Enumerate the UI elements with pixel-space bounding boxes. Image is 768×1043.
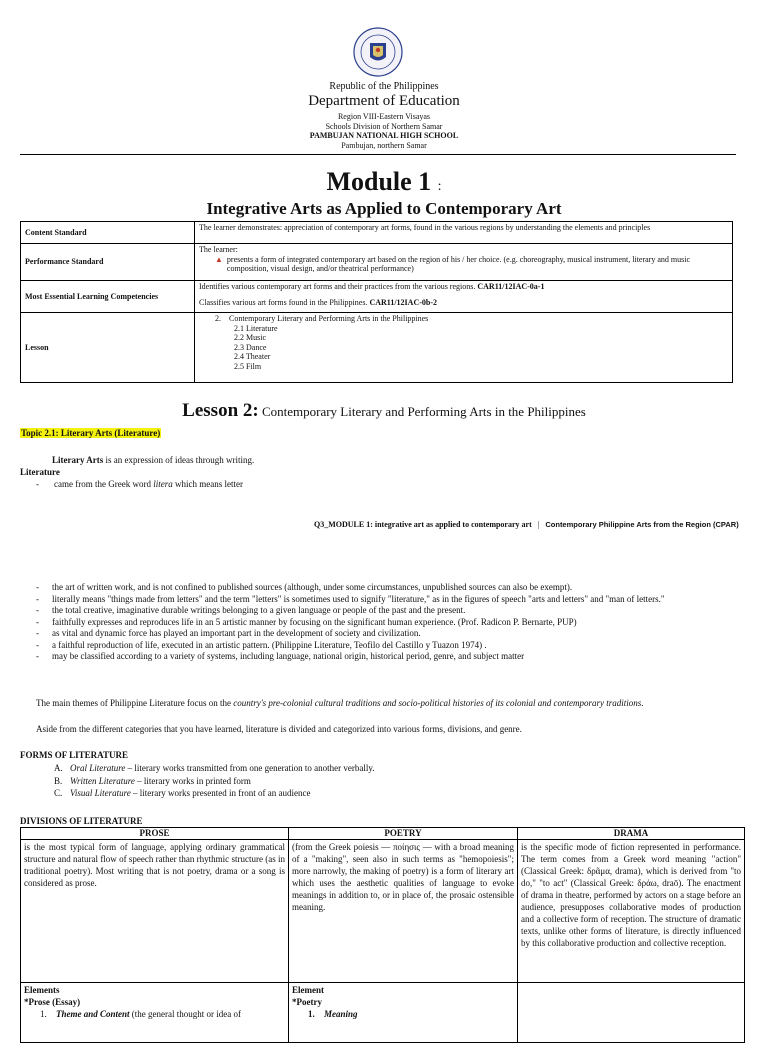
forms-heading: FORMS OF LITERATURE <box>20 750 129 760</box>
melc-row <box>21 281 733 313</box>
prose-header: PROSE <box>21 828 289 840</box>
prose-definition: is the most typical form of language, applying ordinary grammatical structure and natural flow of speech rather than rhythmic structure (as in traditional poetry). Most writing that is not poetry, drama or a song is considered as prose. <box>21 840 289 983</box>
list-item: - the art of written work, and is not confined to published sources (although, under some circumstances, unpublished sources can also be exempt). <box>20 582 736 594</box>
list-item: C. Visual Literature – literary works presented in front of an audience <box>54 788 311 798</box>
divisions-definition-row <box>21 840 745 983</box>
list-item: - as vital and dynamic force has played an important part in the development of society and civilization. <box>20 628 736 640</box>
lesson-title: Contemporary Literary and Performing Arts in the Philippines <box>261 404 586 419</box>
drama-header: DRAMA <box>518 828 745 840</box>
lesson-sublist <box>215 324 728 372</box>
lesson-main: 2. Contemporary Literary and Performing Arts in the Philippines <box>215 314 429 323</box>
list-item: B. Written Literature – literary works in printed form <box>54 775 251 786</box>
performance-text: presents a form of integrated contemporary art based on the region of his / her choice. (e.g. choreography, musical instrument, literary and music composition, visual design, and/or theatrical performance) <box>226 254 691 273</box>
school-location: Pambujan, northern Samar <box>341 140 427 150</box>
performance-intro: The learner: <box>199 245 238 254</box>
prose-elements: Elements *Prose (Essay) 1. Theme and Content (the general thought or idea of <box>21 983 289 1043</box>
list-item: - literally means "things made from letters" and the term "letters" is sometimes used to signify "literature," as in the figures of speech "arts and letters" and "man of letters." <box>20 594 736 606</box>
lesson-item: 2.2 Music <box>234 333 266 342</box>
literature-heading: Literature <box>20 467 60 477</box>
lesson-item: 2.1 Literature <box>234 323 278 333</box>
topic-heading: Topic 2.1: Literary Arts (Literature) <box>21 428 161 438</box>
division-line: Schools Division of Northern Samar <box>325 121 443 131</box>
drama-definition: is the specific mode of fiction represented in performance. The term comes from a Greek word meaning "action" (Classical Greek: δρᾶμα, drama), which is derived from "to do," "to act" (Classical Greek: δράω, draō). The enactment of drama in theatre, performed by actors on a stage before an audience, presupposes collaborative modes of production and a collective form of reception. The structure of dramatic texts, unlike other forms of literature, is directly influenced by this collaborative production and collective reception. <box>518 840 745 983</box>
department-title: Department of Education <box>308 93 460 109</box>
divisions-heading: DIVISIONS OF LITERATURE <box>20 816 143 826</box>
lesson-item: 2.5 Film <box>234 361 262 371</box>
performance-standard-cell <box>195 244 733 281</box>
divisions-elements-row <box>21 983 745 1043</box>
module-title-colon: : <box>437 179 442 194</box>
school-name: PAMBUJAN NATIONAL HIGH SCHOOL <box>309 131 459 140</box>
module-title <box>0 167 768 197</box>
lesson-item: 2.3 Dance <box>234 342 267 352</box>
drama-elements <box>518 983 745 1043</box>
performance-bullet <box>199 255 728 274</box>
region-line: Region VIII-Eastern Visayas <box>337 112 431 121</box>
lesson-number: Lesson 2: <box>182 400 259 421</box>
lesson-item: 2.4 Theater <box>234 352 271 361</box>
melc-cell <box>195 281 733 313</box>
performance-standard-row <box>21 244 733 281</box>
themes-paragraph: The main themes of Philippine Literature focus on the country's pre-colonial cultural traditions and socio-political histories of its colonial and contemporary traditions. <box>36 698 644 708</box>
aside-paragraph: Aside from the different categories that you have learned, literature is divided and categorized into various forms, divisions, and genre. <box>36 724 522 734</box>
list-item: - a faithful reproduction of life, executed in an artistic pattern. (Philippine Literature, Teofilo del Castillo y Tuazon 1974) . <box>20 640 736 652</box>
poetry-definition: (from the Greek poiesis — ποίησις — with a broad meaning of a "making", seen also in such terms as "hemopoiesis"; more narrowly, the making of poetry) is a form of literary art which uses the aesthetic qualities of language to evoke meanings in addition to, or in place of, the prosaic ostensible meaning. <box>289 840 518 983</box>
list-item: - the total creative, imaginative durable writings belonging to a given language or people of the past and the present. <box>20 605 736 617</box>
footer-left: Q3_MODULE 1: integrative art as applied to contemporary art <box>314 520 532 529</box>
divisions-header-row <box>21 828 745 840</box>
school-info <box>0 112 768 150</box>
content-standard-row <box>21 222 733 244</box>
bullet-arrow-icon: ▲ <box>215 254 223 264</box>
melc-item-2: Classifies various art forms found in the Philippines. CAR11/12IAC-0b-2 <box>199 297 437 307</box>
poetry-header: POETRY <box>289 828 518 840</box>
lesson-label: Lesson <box>21 313 195 383</box>
literary-arts-intro: Literary Arts is an expression of ideas through writing. <box>52 455 255 465</box>
divisions-table <box>20 827 745 1043</box>
page-footer: Q3_MODULE 1: integrative art as applied to contemporary art | Contemporary Philippine Arts from the Region (CPAR) <box>314 520 739 529</box>
module-subtitle: Integrative Arts as Applied to Contemporary Art <box>206 199 562 218</box>
forms-list <box>54 762 375 800</box>
lesson-cell <box>195 313 733 383</box>
poetry-elements: Element *Poetry 1. Meaning <box>289 983 518 1043</box>
melc-item-1: Identifies various contemporary art forms and their practices from the various regions. CAR11/12IAC-0a-1 <box>199 282 545 291</box>
greek-origin-line: - came from the Greek word litera which means letter <box>36 479 243 489</box>
module-title-text: Module 1 <box>326 167 432 196</box>
lesson-row <box>21 313 733 383</box>
melc-label: Most Essential Learning Competencies <box>21 281 195 313</box>
republic-line: Republic of the Philippines <box>329 81 439 92</box>
lesson-heading <box>0 400 768 422</box>
header-divider <box>20 154 736 155</box>
literature-definitions <box>20 582 736 663</box>
list-item: - faithfully expresses and reproduces life in an 5 artistic manner by focusing on the significant human experience. (Prof. Radicon P. Bernarte, PUP) <box>20 617 736 629</box>
standards-table <box>20 221 733 383</box>
content-standard-text: The learner demonstrates: appreciation of contemporary art forms, found in the various regions by understanding the elements and principles <box>195 222 733 244</box>
content-standard-label: Content Standard <box>21 222 195 244</box>
list-item: - may be classified according to a variety of systems, including language, national origin, historical period, genre, and subject matter <box>20 651 736 663</box>
performance-standard-label: Performance Standard <box>21 244 195 281</box>
list-item: A. Oral Literature – literary works transmitted from one generation to another verbally. <box>54 763 375 773</box>
deped-seal-logo <box>353 27 403 77</box>
footer-right: Contemporary Philippine Arts from the Region (CPAR) <box>545 520 739 529</box>
